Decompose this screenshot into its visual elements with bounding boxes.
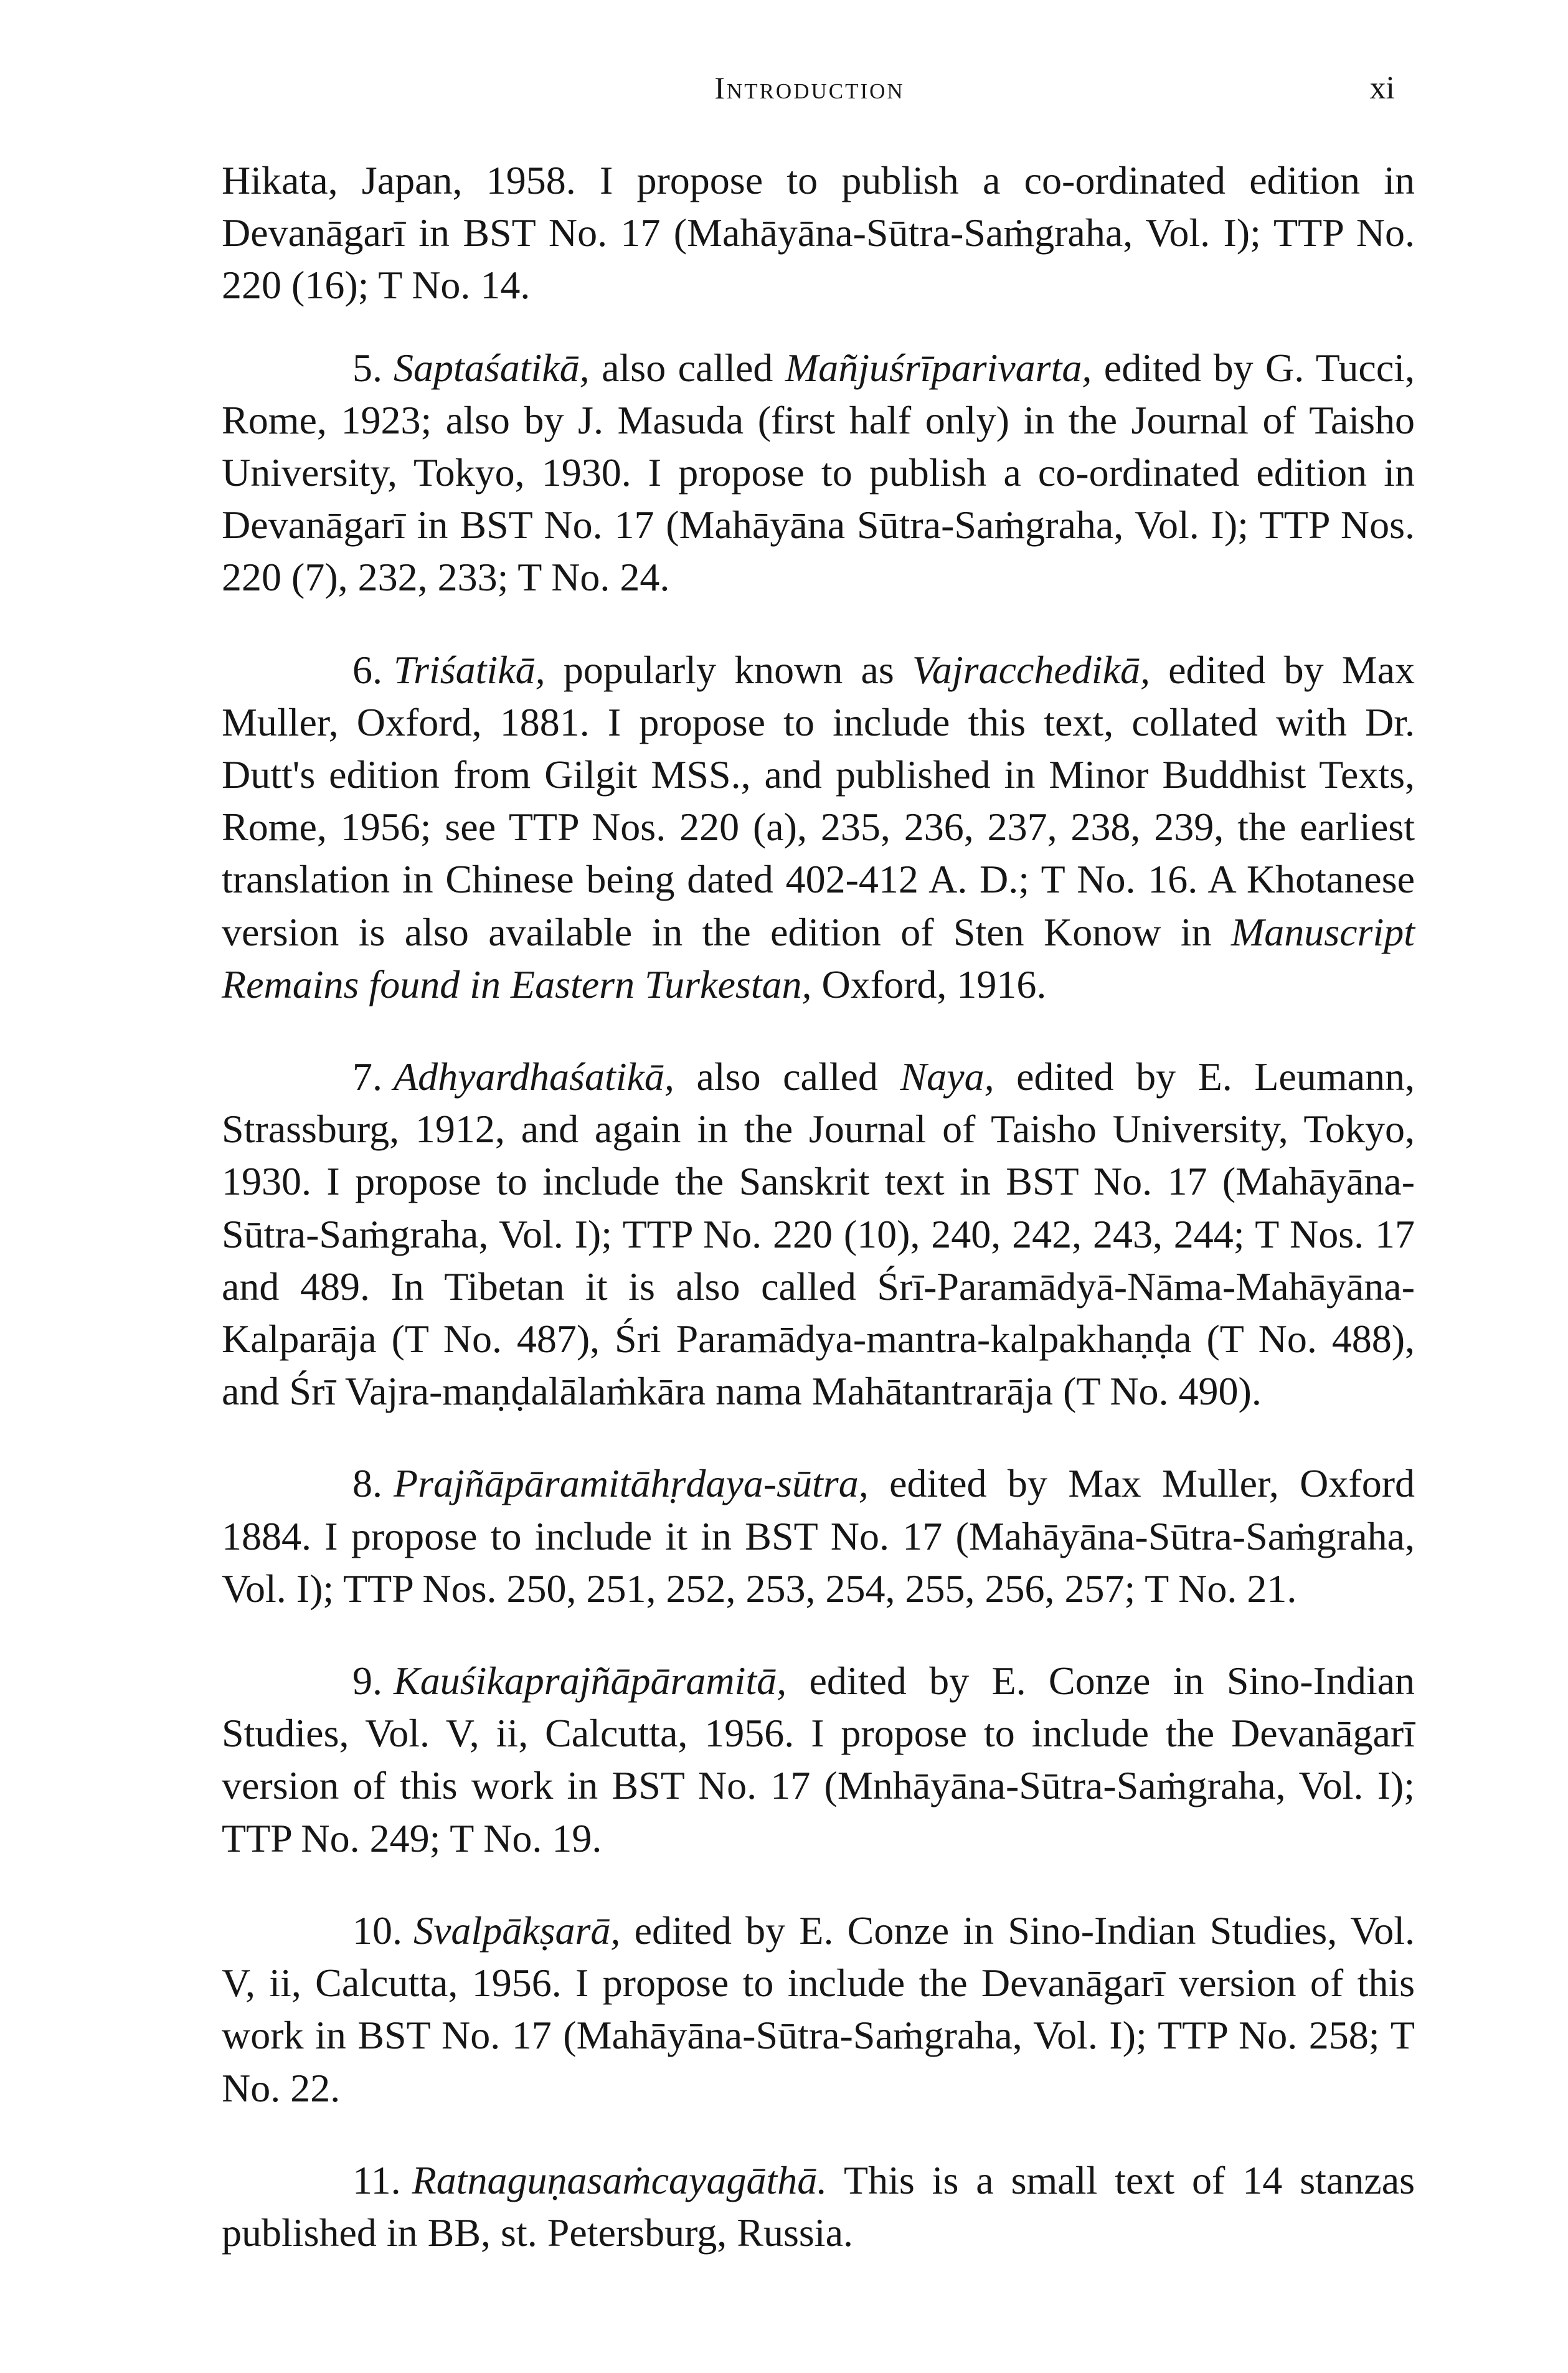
entry-text-end: Oxford, 1916.	[811, 962, 1047, 1007]
entry-text-rest: edited by Max Muller, Oxford 1884. I propose to include it in BST No. 17 (Mahāyāna-Sūtra-Saṁgraha, Vol. I); TTP Nos. 250, 251, 252, 253, 254, 255, 256, 257; T No. 21.	[222, 1461, 1415, 1611]
entry-title: Adhyardhaśatikā,	[394, 1054, 674, 1099]
entry-text: popularly known as	[545, 647, 912, 692]
entry-title: Ratnaguṇasaṁcayagāthā.	[412, 2157, 828, 2202]
running-title: Introduction	[714, 70, 905, 105]
entry-alt-title: Naya,	[900, 1054, 994, 1099]
entry-text-rest: edited by E. Leumann, Strassburg, 1912, and again in the Journal of Taisho University, Tokyo, 1930. I propose to include the Sanskrit text in BST No. 17 (Mahāyāna-Sūtra-Saṁgraha, Vol. I); TTP No. 220 (10), 240, 242, 243, 244; T Nos. 17 and 489. In Tibetan it is also called Śrī-Paramādyā-Nāma-Mahāyāna-Kalparāja (T No. 487), Śri Paramādya-mantra-kalpakhaṇḍa (T No. 488), and Śrī Vajra-maṇḍalālaṁkāra nama Mahātantrarāja (T No. 490).	[222, 1054, 1415, 1414]
entry-book-title: Manuscript Remains found in Eastern Turkestan,	[222, 909, 1415, 1007]
entry-title: Kauśikaprajñāpāramitā,	[394, 1659, 787, 1703]
entry-text-rest: This is a small text of 14 stanzas published in BB, st. Petersburg, Russia.	[222, 2157, 1415, 2255]
entry-6	[222, 644, 1415, 1011]
entry-text-rest: edited by Max Muller, Oxford, 1881. I propose to include this text, collated with Dr. Dutt's edition from Gilgit MSS., and published in Minor Buddhist Texts, Rome, 1956; see TTP Nos. 220 (a), 235, 236, 237, 238, 239, the earliest translation in Chinese being dated 402-412 A. D.; T No. 16. A Khotanese version is also available in the edition of Sten Konow in	[222, 647, 1415, 954]
body-text	[222, 154, 1415, 2299]
entry-title: Prajñāpāramitāhṛdaya-sūtra,	[394, 1461, 869, 1506]
entry-9	[222, 1655, 1415, 1865]
entry-number: 9.	[352, 1659, 382, 1703]
entry-10	[222, 1905, 1415, 2115]
entry-number: 7.	[352, 1054, 382, 1099]
entry-number: 6.	[352, 647, 382, 692]
entry-title: Triśatikā,	[394, 647, 545, 692]
entry-title: Saptaśatikā,	[394, 345, 590, 390]
entry-11	[222, 2154, 1415, 2259]
entry-number: 8.	[352, 1461, 382, 1506]
entry-text-rest: edited by E. Conze in Sino-Indian Studies, Vol. V, ii, Calcutta, 1956. I propose to include the Devanāgarī version of this work in BST No. 17 (Mnhāyāna-Sūtra-Saṁgraha, Vol. I); TTP No. 249; T No. 19.	[222, 1659, 1415, 1860]
entry-text-rest: edited by G. Tucci, Rome, 1923; also by J. Masuda (first half only) in the Journal of Taisho University, Tokyo, 1930. I propose to publish a co-ordinated edition in Devanāgarī in BST No. 17 (Mahāyāna Sūtra-Saṁgraha, Vol. I); TTP Nos. 220 (7), 232, 233; T No. 24.	[222, 345, 1415, 600]
entry-7	[222, 1051, 1415, 1418]
entry-title: Svalpākṣarā,	[413, 1908, 621, 1953]
entry-text: also called	[589, 345, 785, 390]
entry-number: 11.	[352, 2157, 401, 2202]
entry-8	[222, 1457, 1415, 1615]
entry-alt-title: Mañjuśrīparivarta,	[785, 345, 1092, 390]
entry-5	[222, 342, 1415, 604]
page-header	[224, 70, 1395, 120]
entry-alt-title: Vajracchedikā,	[912, 647, 1150, 692]
entry-text-rest: edited by E. Conze in Sino-Indian Studies, Vol. V, ii, Calcutta, 1956. I propose to include the Devanāgarī version of this work in BST No. 17 (Mahāyāna-Sūtra-Saṁgraha, Vol. I); TTP No. 258; T No. 22.	[222, 1908, 1415, 2110]
continuation-paragraph: Hikata, Japan, 1958. I propose to publish a co-ordinated edition in Devanāgarī in BST No. 17 (Mahāyāna-Sūtra-Saṁgraha, Vol. I); TTP No. 220 (16); T No. 14.	[222, 158, 1415, 308]
entry-number: 10.	[352, 1908, 402, 1953]
entry-number: 5.	[352, 345, 382, 390]
page-number: xi	[1369, 70, 1395, 106]
entry-text: also called	[674, 1054, 900, 1099]
